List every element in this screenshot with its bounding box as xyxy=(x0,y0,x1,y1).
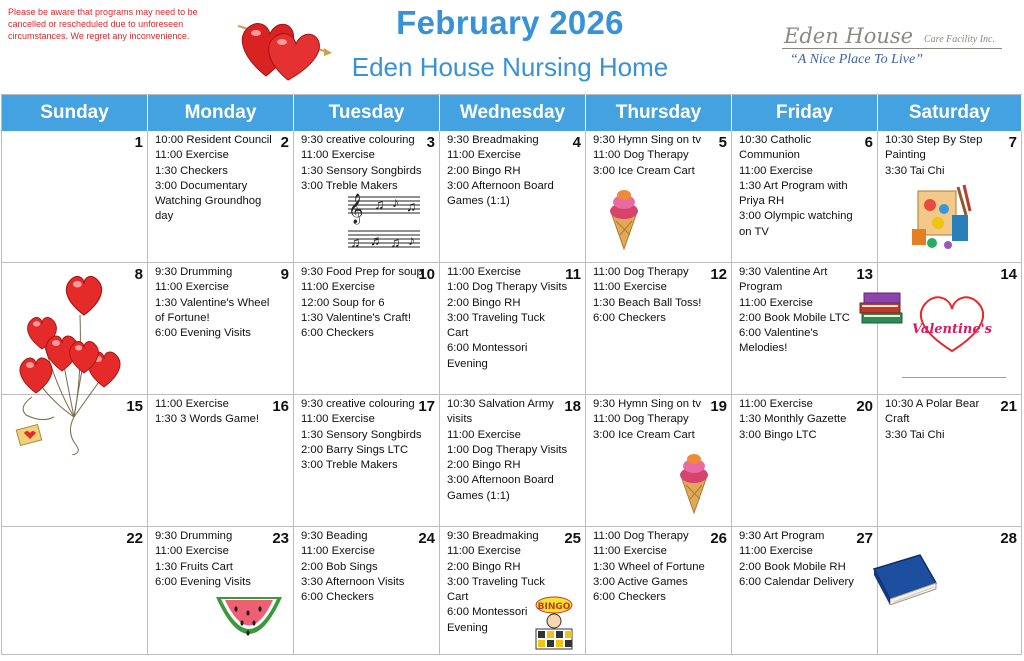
day-number: 27 xyxy=(856,530,873,547)
event-item: 1:00 Dog Therapy Visits xyxy=(447,281,568,294)
event-item: 11:00 Exercise xyxy=(593,281,667,294)
day-number: 1 xyxy=(134,134,143,151)
weekday-monday: Monday xyxy=(148,95,294,131)
event-item: 11:00 Exercise xyxy=(739,164,813,177)
day-cell-16 xyxy=(148,395,294,527)
event-item: 10:30 Step By Step Painting xyxy=(885,134,983,162)
event-list xyxy=(447,265,569,372)
weekday-friday: Friday xyxy=(732,95,878,131)
weekday-header-row xyxy=(2,95,1022,131)
day-number: 19 xyxy=(710,398,727,415)
logo-name: Eden House xyxy=(784,24,914,48)
event-item: 2:00 Barry Sings LTC xyxy=(301,443,409,456)
heart-balloons-icon xyxy=(12,267,132,455)
event-list xyxy=(155,397,277,428)
logo-tagline: “A Nice Place To Live” xyxy=(790,52,923,67)
day-cell-21 xyxy=(878,395,1022,527)
svg-text:𝄞: 𝄞 xyxy=(348,194,364,224)
event-item: 6:00 Valentine's Melodies! xyxy=(739,327,819,355)
event-item: 3:00 Bingo LTC xyxy=(739,428,817,441)
event-item: 3:00 Active Games xyxy=(593,575,688,588)
weekday-tuesday: Tuesday xyxy=(294,95,440,131)
event-item: 1:30 Sensory Songbirds xyxy=(301,428,422,441)
event-item: 1:30 Fruits Cart xyxy=(155,560,233,573)
event-item: 11:00 Exercise xyxy=(155,398,229,410)
event-item: 2:00 Bingo RH xyxy=(447,560,521,573)
event-item: 9:30 creative colouring xyxy=(301,398,415,410)
svg-text:♫: ♫ xyxy=(350,234,361,250)
event-item: 11:00 Exercise xyxy=(301,413,375,426)
weekday-thursday: Thursday xyxy=(586,95,732,131)
logo-subtitle: Care Facility Inc. xyxy=(924,34,995,45)
event-item: 3:00 Traveling Tuck Cart xyxy=(447,311,545,340)
event-list xyxy=(593,133,715,179)
event-item: 9:30 Drumming xyxy=(155,266,233,278)
event-item: 3:00 Treble Makers xyxy=(301,179,398,192)
day-number: 6 xyxy=(864,134,873,151)
ice-cream-cone-icon xyxy=(674,451,714,515)
event-list xyxy=(739,133,861,240)
cancellation-notice: Please be aware that programs may need to be cancelled or rescheduled due to unforeseen circumstances. We regret any inconvenience. xyxy=(8,7,198,41)
event-item: 9:30 Breadmaking xyxy=(447,134,539,146)
event-item: 11:00 Exercise xyxy=(739,545,813,558)
day-number: 12 xyxy=(710,266,727,283)
day-number: 5 xyxy=(718,134,727,151)
day-cell-24 xyxy=(294,527,440,655)
event-item: 9:30 creative colouring xyxy=(301,134,415,146)
ice-cream-cone-icon xyxy=(604,187,644,251)
event-list xyxy=(593,397,715,443)
day-cell-12 xyxy=(586,263,732,395)
day-number: 9 xyxy=(280,266,289,283)
event-item: 11:00 Exercise xyxy=(593,545,667,558)
event-list xyxy=(885,397,1005,443)
eden-house-logo xyxy=(782,24,1004,74)
event-item: 10:30 Salvation Army visits xyxy=(447,398,554,426)
day-cell-20 xyxy=(732,395,878,527)
event-list xyxy=(593,529,715,605)
day-cell-6 xyxy=(732,131,878,263)
event-item: 9:30 Valentine Art Program xyxy=(739,266,828,294)
event-item: 1:00 Dog Therapy Visits xyxy=(447,443,568,456)
event-item: 6:00 Montessori Evening xyxy=(447,342,528,370)
event-item: 3:30 Tai Chi xyxy=(885,164,945,177)
hearts-arrow-icon xyxy=(236,6,332,82)
event-item: 3:00 Treble Makers xyxy=(301,459,398,472)
weekday-sunday: Sunday xyxy=(2,95,148,131)
event-item: 1:30 Monthly Gazette xyxy=(739,413,847,426)
calendar-grid xyxy=(1,94,1022,655)
event-item: 6:00 Montessori Evening xyxy=(447,606,528,634)
event-item: 11:00 Dog Therapy xyxy=(593,266,689,278)
day-cell-17 xyxy=(294,395,440,527)
day-number: 22 xyxy=(126,530,143,547)
day-number: 8 xyxy=(134,266,143,283)
day-number: 14 xyxy=(1000,266,1017,283)
day-cell-4 xyxy=(440,131,586,263)
event-item: 9:30 Beading xyxy=(301,530,368,542)
day-number: 4 xyxy=(572,134,581,151)
day-number: 15 xyxy=(126,398,143,415)
event-list xyxy=(155,529,277,590)
svg-text:♫: ♫ xyxy=(406,198,417,214)
event-item: 1:30 Art Program with Priya RH xyxy=(739,179,848,208)
page-subtitle: Eden House Nursing Home xyxy=(351,52,669,82)
event-item: 2:00 Book Mobile LTC xyxy=(739,311,850,324)
event-item: 3:00 Afternoon Board Games (1:1) xyxy=(447,474,554,502)
event-item: 11:00 Exercise xyxy=(447,266,521,278)
event-list xyxy=(447,133,569,209)
weekday-wednesday: Wednesday xyxy=(440,95,586,131)
event-item: 2:00 Bingo RH xyxy=(447,459,521,472)
event-item: 3:00 Traveling Tuck Cart xyxy=(447,575,545,604)
event-item: 11:00 Exercise xyxy=(739,296,813,309)
day-number: 24 xyxy=(418,530,435,547)
music-notes-icon xyxy=(346,191,422,255)
day-number: 17 xyxy=(418,398,435,415)
valentines-heart-icon xyxy=(912,293,992,355)
day-number: 28 xyxy=(1000,530,1017,547)
event-item: 12:00 Soup for 6 xyxy=(301,296,385,309)
day-cell-10 xyxy=(294,263,440,395)
logo-divider xyxy=(782,48,1002,49)
event-item: 3:30 Tai Chi xyxy=(885,428,945,441)
weekday-saturday: Saturday xyxy=(878,95,1022,131)
event-list xyxy=(155,133,277,225)
event-item: 6:00 Evening Visits xyxy=(155,327,251,340)
event-item: 1:30 Valentine's Wheel of Fortune! xyxy=(155,296,270,324)
day-cell-26 xyxy=(586,527,732,655)
day-number: 25 xyxy=(564,530,581,547)
event-item: 2:00 Bingo RH xyxy=(447,296,521,309)
day-number: 3 xyxy=(426,134,435,151)
event-list xyxy=(447,397,569,504)
event-item: 6:00 Evening Visits xyxy=(155,575,251,588)
bingo-text: BINGO xyxy=(537,602,571,612)
event-list xyxy=(885,133,1005,179)
event-item: 3:00 Ice Cream Cart xyxy=(593,164,695,177)
event-item: 9:30 Art Program xyxy=(739,530,825,542)
event-item: 6:00 Checkers xyxy=(301,327,374,340)
event-item: 1:30 Checkers xyxy=(155,164,228,177)
day-cell-27 xyxy=(732,527,878,655)
day-number: 20 xyxy=(856,398,873,415)
event-item: 3:30 Afternoon Visits xyxy=(301,575,405,588)
event-item: 11:00 Exercise xyxy=(155,149,229,162)
event-item: 11:00 Exercise xyxy=(447,149,521,162)
event-item: 6:00 Checkers xyxy=(301,591,374,604)
event-item: 10:00 Resident Council xyxy=(155,134,272,146)
event-item: 6:00 Checkers xyxy=(593,311,666,324)
page-title: February 2026 xyxy=(396,4,624,41)
svg-text:♪: ♪ xyxy=(408,232,415,248)
event-item: 2:00 Bingo RH xyxy=(447,164,521,177)
event-item: 11:00 Exercise xyxy=(155,545,229,558)
day-cell-13 xyxy=(732,263,878,395)
event-item: 10:30 Catholic Communion xyxy=(739,134,812,162)
event-item: 9:30 Drumming xyxy=(155,530,233,542)
event-item: 11:00 Exercise xyxy=(301,281,375,294)
event-list xyxy=(301,265,423,341)
day-number: 21 xyxy=(1000,398,1017,415)
event-item: 1:30 Beach Ball Toss! xyxy=(593,296,702,309)
svg-text:♫: ♫ xyxy=(374,196,385,212)
day-number: 10 xyxy=(418,266,435,283)
event-item: 11:00 Exercise xyxy=(447,428,521,441)
event-item: 9:30 Food Prep for soup xyxy=(301,266,423,278)
event-item: 3:00 Documentary Watching Groundhog day xyxy=(155,179,262,223)
day-number: 26 xyxy=(710,530,727,547)
event-item: 6:00 Calendar Delivery xyxy=(739,575,854,588)
event-item: 11:00 Exercise xyxy=(301,149,375,162)
decorative-rule xyxy=(902,377,1006,378)
event-list xyxy=(739,397,861,443)
event-list xyxy=(301,133,423,194)
event-item: 1:30 Valentine's Craft! xyxy=(301,311,411,324)
event-list xyxy=(301,397,423,473)
event-item: 11:00 Exercise xyxy=(155,281,229,294)
event-item: 9:30 Breadmaking xyxy=(447,530,539,542)
event-item: 1:30 Wheel of Fortune xyxy=(593,560,705,573)
event-item: 11:00 Exercise xyxy=(739,398,813,410)
event-item: 1:30 Sensory Songbirds xyxy=(301,164,422,177)
day-number: 16 xyxy=(272,398,289,415)
event-item: 11:00 Exercise xyxy=(447,545,521,558)
day-cell-22 xyxy=(2,527,148,655)
svg-text:♪: ♪ xyxy=(392,194,399,210)
svg-text:♫: ♫ xyxy=(390,234,401,250)
day-number: 11 xyxy=(565,266,581,283)
day-cell-18 xyxy=(440,395,586,527)
event-list xyxy=(301,529,423,605)
event-item: 11:00 Dog Therapy xyxy=(593,149,689,162)
event-item: 3:00 Ice Cream Cart xyxy=(593,428,695,441)
watermelon-slice-icon xyxy=(212,589,286,645)
event-item: 9:30 Hymn Sing on tv xyxy=(593,134,702,146)
event-list xyxy=(155,265,277,341)
event-item: 11:00 Exercise xyxy=(301,545,375,558)
event-list xyxy=(593,265,715,326)
day-cell-9 xyxy=(148,263,294,395)
valentines-text: Valentine's xyxy=(912,322,992,337)
event-item: 6:00 Checkers xyxy=(593,591,666,604)
svg-text:♬: ♬ xyxy=(370,232,384,248)
event-list xyxy=(739,529,861,590)
event-item: 11:00 Dog Therapy xyxy=(593,413,689,426)
books-icon xyxy=(858,287,904,327)
event-item: 10:30 A Polar Bear Craft xyxy=(885,398,980,426)
day-cell-2 xyxy=(148,131,294,263)
day-number: 18 xyxy=(564,398,581,415)
day-number: 23 xyxy=(272,530,289,547)
event-item: 2:00 Book Mobile RH xyxy=(739,560,846,573)
event-item: 3:00 Olympic watching on TV xyxy=(739,210,853,238)
event-item: 9:30 Hymn Sing on tv xyxy=(593,398,702,410)
event-item: 11:00 Dog Therapy xyxy=(593,530,689,542)
day-number: 2 xyxy=(280,134,289,151)
bingo-icon xyxy=(532,595,576,651)
event-item: 1:30 3 Words Game! xyxy=(155,413,260,426)
event-item: 2:00 Bob Sings xyxy=(301,560,378,573)
day-number: 7 xyxy=(1008,134,1017,151)
event-item: 3:00 Afternoon Board Games (1:1) xyxy=(447,179,554,208)
day-number: 13 xyxy=(856,266,873,283)
day-cell-1 xyxy=(2,131,148,263)
blue-book-icon xyxy=(868,553,940,605)
day-cell-11 xyxy=(440,263,586,395)
event-list xyxy=(739,265,861,357)
art-supplies-icon xyxy=(908,181,974,251)
